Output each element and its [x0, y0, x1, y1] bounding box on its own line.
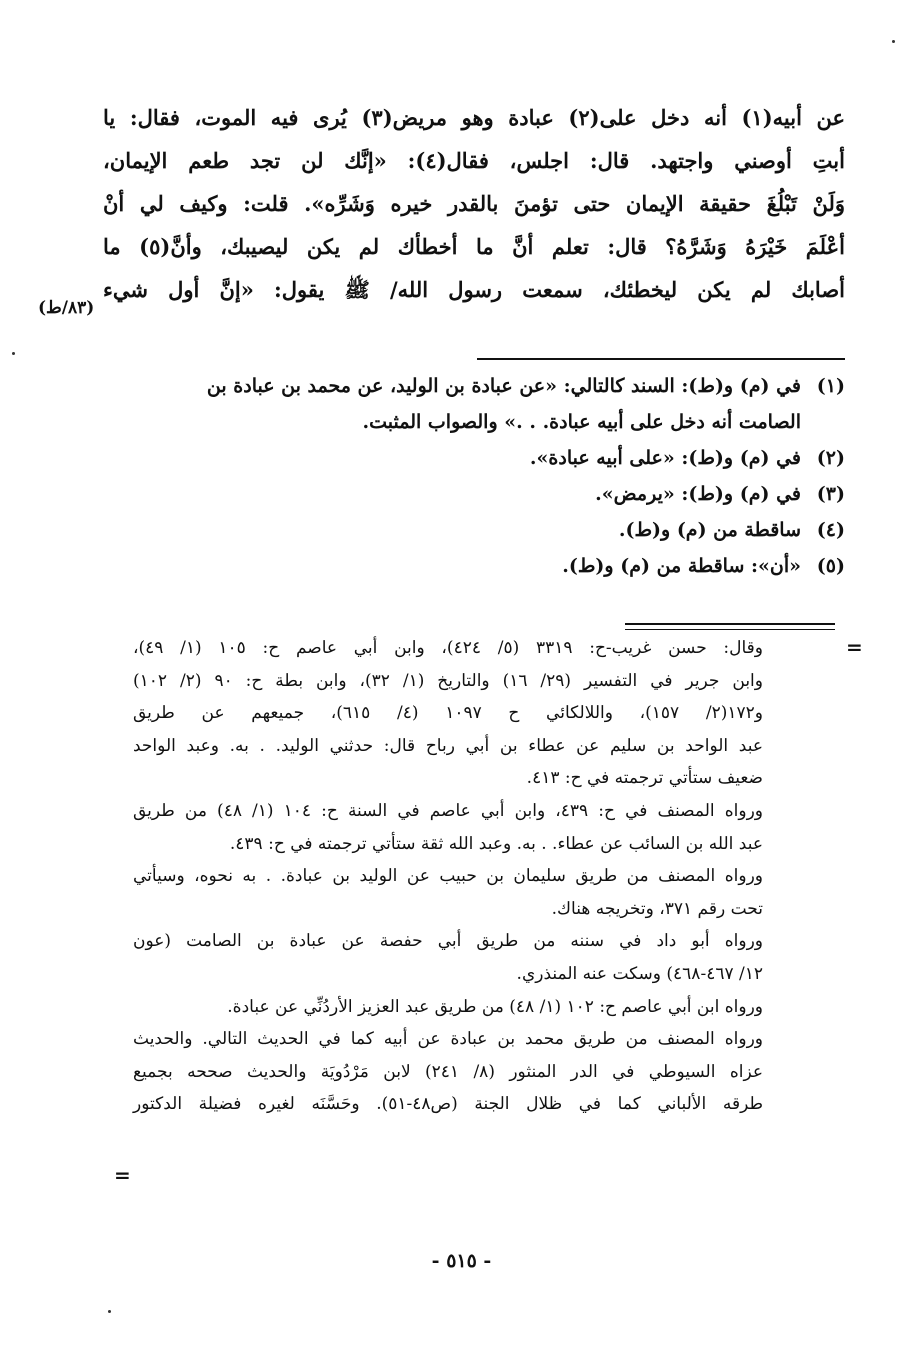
- footnote-text: «أن»: ساقطة من (م) و(ط).: [562, 555, 801, 577]
- margin-page-reference: (٨٣/ط): [38, 298, 95, 318]
- commentary-line: ورواه المصنف من طريق سليمان بن حبيب عن الوليد بن عبادة. . به نحوه، وسيأتي: [133, 866, 763, 887]
- commentary-line: عزاه السيوطي في الدر المنثور (٨/ ٢٤١) لابن مَرْدُويَة والحديث صححه بجميع: [133, 1061, 763, 1082]
- footnote-text: في (م) و(ط): «يرمض».: [595, 483, 801, 505]
- footnote-text: ساقطة من (م) و(ط).: [618, 519, 801, 541]
- commentary-line: وقال: حسن غريب-ح: ٣٣١٩ (٥/ ٤٢٤)، وابن أبي عاصم ح: ١٠٥ (١/ ٤٩)،: [133, 638, 764, 658]
- footnote-item: [100, 368, 845, 404]
- footnote-item: [100, 512, 845, 548]
- commentary-divider: [625, 623, 835, 625]
- scan-speck: [108, 1310, 111, 1313]
- commentary-line: ورواه المصنف في ح: ٤٣٩، وابن أبي عاصم في السنة ح: ١٠٤ (١/ ٤٨) من طريق: [133, 800, 763, 821]
- footnote-number: (٥): [816, 555, 845, 577]
- commentary-line: ورواه المصنف من طريق محمد بن عبادة عن أبيه كما في الحديث التالي. والحديث: [133, 1029, 763, 1050]
- main-text-line: أعْلَمَ خَيْرَهُ وَشَرَّهُ؟ قال: تعلم أنَّ ما أخطأك لم يكن ليصيبك، وأنَّ(٥) ما: [103, 234, 845, 259]
- commentary-line: وابن جرير في التفسير (٢٩/ ١٦) والتاريخ (١/ ٣٢)، وابن بطة ح: ٩٠ (٢/ ١٠٢): [133, 670, 763, 691]
- footnote-item: [100, 476, 845, 512]
- scan-speck: [892, 40, 895, 43]
- main-text-line: عن أبيه(١) أنه دخل على(٢) عبادة وهو مريض(٣) يُرى فيه الموت، فقال: يا: [103, 105, 846, 130]
- main-text-line: وَلَنْ تَبْلُغَ حقيقة الإيمان حتى تؤمنَ بالقدر خيره وَشَرِّه». قلت: وكيف لي أنْ: [103, 191, 845, 216]
- commentary-line: و١٧٢(٢/ ١٥٧)، واللالكائي ح ١٠٩٧ (٤/ ٦١٥)، جميعهم عن طريق: [133, 703, 763, 724]
- footnote-item: [100, 440, 845, 476]
- commentary-line: تحت رقم ٣٧١، وتخريجه هناك.: [551, 898, 763, 919]
- footnote-number: (١): [816, 375, 845, 397]
- commentary-line: ضعيف ستأتي ترجمته في ح: ٤١٣.: [526, 768, 763, 789]
- footnote-number: (٣): [816, 483, 845, 505]
- footnote-text: في (م) و(ط): «على أبيه عبادة».: [529, 447, 801, 469]
- scan-speck: [12, 352, 15, 355]
- commentary-line: ورواه ابن أبي عاصم ح: ١٠٢ (١/ ٤٨) من طريق عبد العزيز الأردُنِّي عن عبادة.: [227, 996, 763, 1017]
- page-number: - ٥١٥ -: [431, 1250, 492, 1272]
- commentary-line: ١٢/ ٤٦٧-٤٦٨) وسكت عنه المنذري.: [516, 963, 763, 984]
- footnote-item: [100, 548, 845, 584]
- commentary-line: عبد الواحد بن سليم عن عطاء بن أبي رباح قال: حدثني الوليد. . به. وعبد الواحد: [133, 735, 763, 756]
- main-text-line: أصابك لم يكن ليخطئك، سمعت رسول الله/ ﷺ يقول: «إنَّ أول شيء: [103, 277, 845, 302]
- main-hadith-text: [103, 96, 845, 311]
- commentary-line: عبد الله بن السائب عن عطاء. . به. وعبد الله ثقة ستأتي ترجمته في ح: ٤٣٩.: [229, 833, 763, 854]
- takhrij-commentary: [133, 632, 763, 1121]
- main-text-line: أبتِ أوصني واجتهد. قال: اجلس، فقال(٤): «إنَّك لن تجد طعم الإيمان،: [103, 148, 845, 173]
- footnote-number: (٤): [816, 519, 845, 541]
- footnote-number: (٢): [816, 447, 845, 469]
- footnotes: [100, 368, 845, 584]
- footnote-divider: [477, 358, 845, 360]
- commentary-line: طرقه الألباني كما في ظلال الجنة (ص٤٨-٥١). وحَسَّنَه لغيره فضيلة الدكتور: [133, 1094, 763, 1115]
- commentary-line: ورواه أبو داد في سننه من طريق أبي حفصة عن عبادة بن الصامت (عون: [133, 931, 763, 952]
- continuation-mark: =: [846, 635, 863, 659]
- footnote-text: الصامت أنه دخل على أبيه عبادة. . .» والصواب المثبت.: [362, 411, 801, 433]
- continuation-mark-end: =: [114, 1163, 131, 1187]
- footnote-text: في (م) و(ط): السند كالتالي: «عن عبادة بن الوليد، عن محمد بن عبادة بن: [206, 375, 801, 397]
- footnote-item: [100, 404, 845, 440]
- commentary-divider-secondary: [625, 629, 835, 630]
